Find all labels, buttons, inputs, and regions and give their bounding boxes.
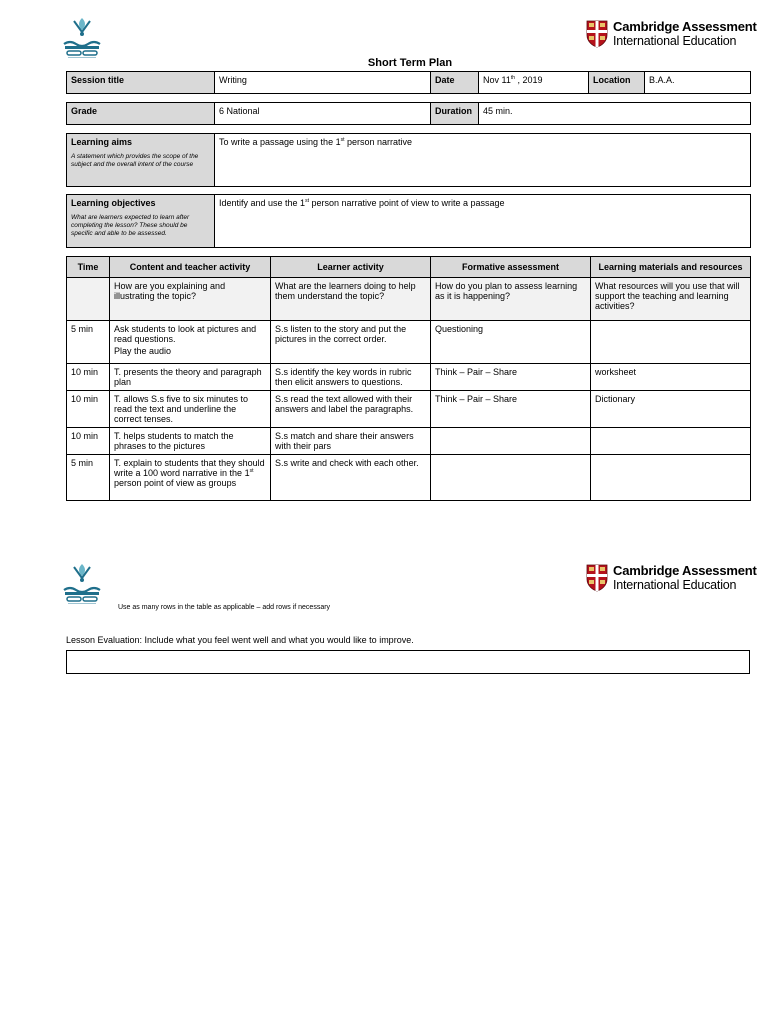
plan-table: [66, 256, 751, 501]
row-content-text-2: Play the audio: [114, 346, 172, 356]
row-assessment: [431, 455, 591, 501]
row-resources: worksheet: [591, 364, 751, 391]
grade-label: Grade: [67, 103, 215, 125]
prompt-row: [67, 278, 751, 321]
row-assessment: [431, 428, 591, 455]
row-content: T. allows S.s five to six minutes to read the text and underline the correct tenses.: [110, 391, 271, 428]
row-learner: S.s identify the key words in rubric then elicit answers to questions.: [271, 364, 431, 391]
duration-value: 45 min.: [479, 103, 751, 125]
header-assessment: Formative assessment: [431, 257, 591, 278]
prompt-time: [67, 278, 110, 321]
grade-value: 6 National: [215, 103, 431, 125]
row-learner: S.s listen to the story and put the pictures in the correct order.: [271, 321, 431, 364]
learning-aims-hint: A statement which provides the scope of the subject and the overall intent of the course: [71, 153, 199, 168]
table-row: [67, 455, 751, 501]
evaluation-label: Lesson Evaluation: Include what you feel went well and what you would like to improve.: [66, 635, 414, 645]
learning-aims-table: [66, 133, 751, 187]
row-content: T. presents the theory and paragraph plan: [110, 364, 271, 391]
row-time: 10 min: [67, 428, 110, 455]
evaluation-box[interactable]: [66, 650, 750, 674]
learning-aims-label: [67, 134, 215, 187]
page-title: Short Term Plan: [367, 57, 453, 69]
row-learner: S.s read the text allowed with their answers and label the paragraphs.: [271, 391, 431, 428]
cambridge-name-line1: Cambridge Assessment: [613, 563, 757, 578]
learning-objectives-title: Learning objectives: [71, 198, 156, 208]
learning-aims-value: To write a passage using the 1st person narrative: [215, 134, 751, 187]
row-resources: [591, 321, 751, 364]
location-value: B.A.A.: [645, 72, 751, 94]
cambridge-name-line2: International Education: [613, 578, 737, 592]
table-row: [67, 321, 751, 364]
cambridge-logo: [586, 564, 757, 592]
row-time: 10 min: [67, 364, 110, 391]
location-label: Location: [589, 72, 645, 94]
header-resources: Learning materials and resources: [591, 257, 751, 278]
date-value: Nov 11th , 2019: [479, 72, 589, 94]
session-title-value: Writing: [215, 72, 431, 94]
prompt-content: How are you explaining and illustrating the topic?: [110, 278, 271, 321]
duration-label: Duration: [431, 103, 479, 125]
session-title-label: Session title: [67, 72, 215, 94]
learning-objectives-table: [66, 194, 751, 248]
header-learner: Learner activity: [271, 257, 431, 278]
row-learner: S.s write and check with each other.: [271, 455, 431, 501]
row-assessment: Questioning: [431, 321, 591, 364]
cambridge-crest-icon: [586, 20, 608, 48]
row-assessment: Think – Pair – Share: [431, 391, 591, 428]
row-time: 10 min: [67, 391, 110, 428]
row-content: [110, 321, 271, 364]
row-resources: [591, 428, 751, 455]
row-learner: S.s match and share their answers with their pars: [271, 428, 431, 455]
school-logo-icon: [60, 14, 104, 60]
table-row: [67, 364, 751, 391]
learning-objectives-hint: What are learners expected to learn after completing the lesson? These should be specific and able to be assessed.: [71, 214, 190, 237]
header-time: Time: [67, 257, 110, 278]
table-row: [67, 428, 751, 455]
cambridge-logo: [586, 20, 757, 48]
prompt-assessment: How do you plan to assess learning as it is happening?: [431, 278, 591, 321]
learning-objectives-label: [67, 195, 215, 248]
header-content: Content and teacher activity: [110, 257, 271, 278]
prompt-learner: What are the learners doing to help them understand the topic?: [271, 278, 431, 321]
table-row: [67, 391, 751, 428]
prompt-resources: What resources will you use that will support the teaching and learning activities?: [591, 278, 751, 321]
learning-aims-title: Learning aims: [71, 137, 133, 147]
row-content-text: Ask students to look at pictures and read questions.: [114, 324, 257, 344]
row-content: T. helps students to match the phrases to the pictures: [110, 428, 271, 455]
grade-table: [66, 102, 751, 125]
cambridge-name-line1: Cambridge Assessment: [613, 19, 757, 34]
row-assessment: Think – Pair – Share: [431, 364, 591, 391]
session-table: [66, 71, 751, 94]
cambridge-name-line2: International Education: [613, 34, 737, 48]
row-resources: Dictionary: [591, 391, 751, 428]
row-time: 5 min: [67, 321, 110, 364]
row-resources: [591, 455, 751, 501]
rows-note: Use as many rows in the table as applicable – add rows if necessary: [118, 604, 331, 611]
row-time: 5 min: [67, 455, 110, 501]
school-logo-icon: [60, 560, 104, 606]
learning-objectives-value: Identify and use the 1st person narrative point of view to write a passage: [215, 195, 751, 248]
cambridge-crest-icon: [586, 564, 608, 592]
date-label: Date: [431, 72, 479, 94]
row-content: T. explain to students that they should write a 100 word narrative in the 1st person point of view as groups: [110, 455, 271, 501]
